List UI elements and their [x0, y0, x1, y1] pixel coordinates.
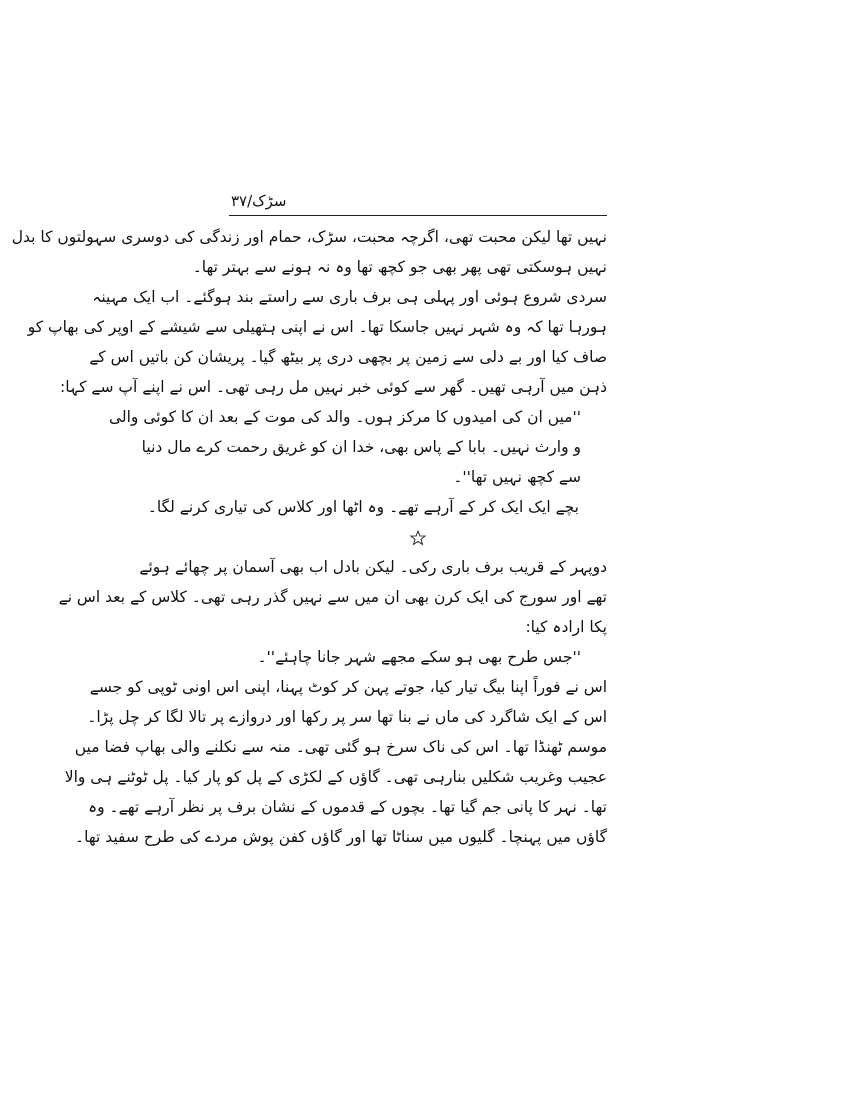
text-line: سردی شروع ہوئی اور پہلی ہی برف باری سے راستے بند ہوگئے۔ اب ایک مہینہ	[92, 288, 607, 306]
text-line: دوپہر کے قریب برف باری رکی۔ لیکن بادل اب بھی آسمان پر چھائے ہوئے	[139, 558, 607, 576]
section-break-star-icon	[229, 522, 607, 552]
text-line: اس کے ایک شاگرد کی ماں نے بنا تھا سر پر رکھا اور دروازے پر تالا لگا کر چل پڑا۔	[87, 708, 607, 726]
page-header	[229, 190, 607, 216]
text-line: موسم ٹھنڈا تھا۔ اس کی ناک سرخ ہو گئی تھی۔ منہ سے نکلنے والی بھاپ فضا میں	[74, 738, 607, 756]
text-line: و وارث نہیں۔ بابا کے پاس بھی، خدا ان کو غریق رحمت کرے مال دنیا	[141, 438, 581, 456]
text-line: تھے اور سورج کی ایک کرن بھی ان میں سے نہیں گذر رہی تھی۔ کلاس کے بعد اس نے	[58, 588, 607, 606]
text-line: نہیں تھا لیکن محبت تھی، اگرچہ محبت، سڑک، حمام اور زندگی کی دوسری سہولتوں کا بدل	[11, 228, 607, 246]
block-quote	[229, 642, 607, 672]
paragraph	[64, 732, 607, 852]
paragraph	[58, 552, 607, 642]
text-line: نہیں ہوسکتی تھی پھر بھی جو کچھ تھا وہ نہ ہونے سے بہتر تھا۔	[192, 258, 607, 276]
text-line: صاف کیا اور بے دلی سے زمین پر بچھی دری پر بیٹھ گیا۔ پریشان کن باتیں اس کے	[89, 348, 607, 366]
block-quote	[108, 402, 607, 492]
text-line: گاؤں میں پہنچا۔ گلیوں میں سناٹا تھا اور گاؤں کفن پوش مردے کی طرح سفید تھا۔	[75, 828, 607, 846]
paragraph	[87, 672, 607, 732]
paragraph	[11, 222, 607, 282]
text-line: اس نے فوراً اپنا بیگ تیار کیا، جوتے پہن کر کوٹ پہنا، اپنی اس اونی ٹوپی کو جسے	[89, 678, 607, 696]
text-line: ''جس طرح بھی ہو سکے مجھے شہر جانا چاہئے''۔	[257, 648, 581, 666]
text-line: ''میں ان کی امیدوں کا مرکز ہوں۔ والد کی موت کے بعد ان کا کوئی والی	[108, 408, 581, 426]
text-line: بچے ایک ایک کر کے آرہے تھے۔ وہ اٹھا اور کلاس کی تیاری کرنے لگا۔	[147, 498, 579, 516]
page-number: سڑک/۳۷	[231, 192, 287, 210]
text-line: عجیب وغریب شکلیں بنارہی تھی۔ گاؤں کے لکڑی کے پل کو پار کیا۔ پل ٹوٹنے ہی والا	[64, 768, 607, 786]
text-line: ذہن میں آرہی تھیں۔ گھر سے کوئی خبر نہیں مل رہی تھی۔ اس نے اپنے آپ سے کہا:	[60, 378, 607, 396]
paragraph	[27, 282, 607, 402]
header-rule	[229, 215, 607, 216]
text-line: ہورہا تھا کہ وہ شہر نہیں جاسکا تھا۔ اس نے اپنی ہتھیلی سے شیشے کے اوپر کی بھاپ کو	[27, 318, 607, 336]
text-line: سے کچھ نہیں تھا''۔	[453, 468, 581, 486]
page-body	[11, 222, 607, 852]
text-line: تھا۔ نہر کا پانی جم گیا تھا۔ بچوں کے قدموں کے نشان برف پر نظر آرہے تھے۔ وہ	[88, 798, 607, 816]
text-line: پکا ارادہ کیا:	[525, 618, 607, 636]
paragraph	[147, 492, 607, 522]
